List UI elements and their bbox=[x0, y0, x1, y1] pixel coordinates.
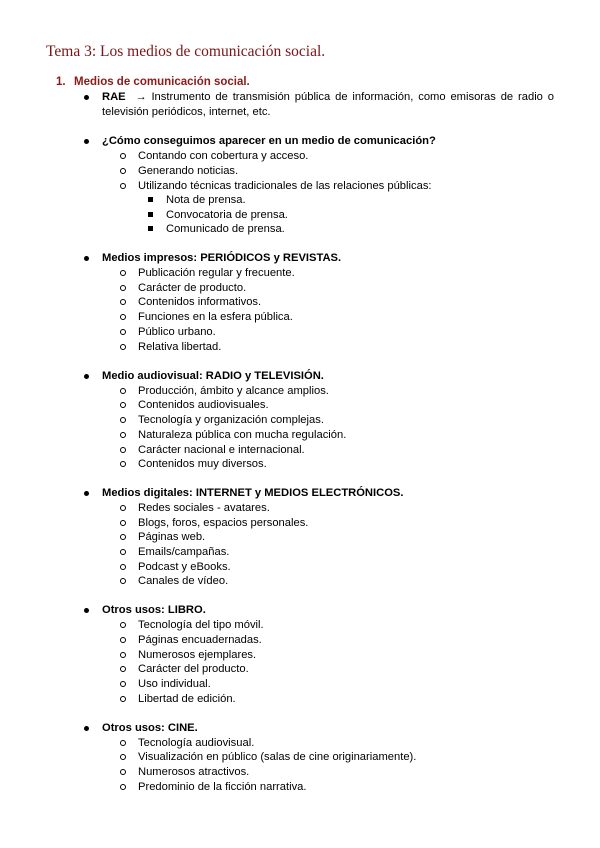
bullet-disc-icon bbox=[84, 95, 89, 100]
group-heading-text: Otros usos: LIBRO. bbox=[102, 604, 206, 616]
group-heading-text: Otros usos: CINE. bbox=[102, 722, 198, 734]
group-heading-text: Medios digitales: INTERNET y MEDIOS ELECTRÓNICOS. bbox=[102, 487, 404, 499]
list-item-text: Publicación regular y frecuente. bbox=[138, 267, 295, 279]
bullet-circle-icon bbox=[120, 578, 126, 584]
bullet-circle-icon bbox=[120, 740, 126, 746]
bullet-disc-icon bbox=[84, 139, 89, 144]
list-item-text: Numerosos atractivos. bbox=[138, 766, 250, 778]
list-item-text: Tecnología audiovisual. bbox=[138, 737, 255, 749]
sub-list-item-text: Nota de prensa. bbox=[166, 194, 246, 206]
list-item-text: Contenidos muy diversos. bbox=[138, 458, 267, 470]
list-item-text: Páginas web. bbox=[138, 531, 206, 543]
rae-text: Instrumento de transmisión pública de información, como emisoras de radio o televisión periódicos, internet, etc. bbox=[102, 91, 554, 118]
list-item-text: Podcast y eBooks. bbox=[138, 561, 231, 573]
bullet-circle-icon bbox=[120, 696, 126, 702]
list-item-text: Carácter nacional e internacional. bbox=[138, 444, 305, 456]
bullet-circle-icon bbox=[120, 564, 126, 570]
bullet-square-icon bbox=[148, 212, 153, 217]
list-item-text: Contenidos audiovisuales. bbox=[138, 399, 269, 411]
group-heading-text: ¿Cómo conseguimos aparecer en un medio de comunicación? bbox=[102, 135, 436, 147]
bullet-circle-icon bbox=[120, 329, 126, 335]
bullet-circle-icon bbox=[120, 432, 126, 438]
section-title: Medios de comunicación social. bbox=[74, 76, 250, 88]
bullet-circle-icon bbox=[120, 652, 126, 658]
bullet-circle-icon bbox=[120, 299, 126, 305]
list-item-text: Producción, ámbito y alcance amplios. bbox=[138, 385, 329, 397]
list-item-text: Utilizando técnicas tradicionales de las relaciones públicas: bbox=[138, 180, 432, 192]
bullet-circle-icon bbox=[120, 447, 126, 453]
bullet-circle-icon bbox=[120, 314, 126, 320]
bullet-circle-icon bbox=[120, 520, 126, 526]
list-item-text: Blogs, foros, espacios personales. bbox=[138, 517, 309, 529]
list-item-text: Generando noticias. bbox=[138, 165, 239, 177]
bullet-circle-icon bbox=[120, 769, 126, 775]
group-heading-text: Medios impresos: PERIÓDICOS y REVISTAS. bbox=[102, 252, 342, 264]
rae-definition-text bbox=[102, 90, 554, 120]
list-item-text: Público urbano. bbox=[138, 326, 216, 338]
rae-definition bbox=[84, 90, 554, 120]
list-item-text: Libertad de edición. bbox=[138, 693, 236, 705]
bullet-disc-icon bbox=[84, 491, 89, 496]
list-item-text: Uso individual. bbox=[138, 678, 211, 690]
bullet-circle-icon bbox=[120, 549, 126, 555]
bullet-circle-icon bbox=[120, 285, 126, 291]
list-item-text: Emails/campañas. bbox=[138, 546, 230, 558]
list-item-text: Carácter de producto. bbox=[138, 282, 247, 294]
list-item-text: Funciones en la esfera pública. bbox=[138, 311, 293, 323]
bullet-circle-icon bbox=[120, 754, 126, 760]
bullet-circle-icon bbox=[120, 344, 126, 350]
list-item-text: Canales de vídeo. bbox=[138, 575, 229, 587]
bullet-circle-icon bbox=[120, 534, 126, 540]
bullet-circle-icon bbox=[120, 153, 126, 159]
bullet-circle-icon bbox=[120, 402, 126, 408]
section-number: 1. bbox=[56, 76, 66, 88]
list-item-text: Contenidos informativos. bbox=[138, 296, 262, 308]
sub-list-item-text: Comunicado de prensa. bbox=[166, 223, 285, 235]
bullet-circle-icon bbox=[120, 784, 126, 790]
bullet-disc-icon bbox=[84, 726, 89, 731]
list-item-text: Contando con cobertura y acceso. bbox=[138, 150, 309, 162]
list-item-text: Predominio de la ficción narrativa. bbox=[138, 781, 307, 793]
section-heading bbox=[56, 76, 250, 88]
bullet-circle-icon bbox=[120, 270, 126, 276]
rae-label: RAE bbox=[102, 91, 126, 103]
bullet-circle-icon bbox=[120, 183, 126, 189]
bullet-circle-icon bbox=[120, 505, 126, 511]
bullet-square-icon bbox=[148, 197, 153, 202]
bullet-circle-icon bbox=[120, 637, 126, 643]
group-heading-text: Medio audiovisual: RADIO y TELEVISIÓN. bbox=[102, 370, 324, 382]
bullet-circle-icon bbox=[120, 622, 126, 628]
bullet-disc-icon bbox=[84, 608, 89, 613]
list-item-text: Tecnología del tipo móvil. bbox=[138, 619, 264, 631]
list-item-text: Numerosos ejemplares. bbox=[138, 649, 257, 661]
list-item-text: Visualización en público (salas de cine originariamente). bbox=[138, 751, 417, 763]
bullet-circle-icon bbox=[120, 666, 126, 672]
list-item-text: Naturaleza pública con mucha regulación. bbox=[138, 429, 347, 441]
bullet-circle-icon bbox=[120, 681, 126, 687]
arrow-right-icon: → bbox=[135, 91, 147, 103]
bullet-circle-icon bbox=[120, 461, 126, 467]
sub-list-item-text: Convocatoria de prensa. bbox=[166, 209, 288, 221]
list-item-text: Páginas encuadernadas. bbox=[138, 634, 262, 646]
bullet-disc-icon bbox=[84, 256, 89, 261]
bullet-disc-icon bbox=[84, 374, 89, 379]
bullet-circle-icon bbox=[120, 168, 126, 174]
list-item-text: Relativa libertad. bbox=[138, 341, 222, 353]
list-item-text: Redes sociales - avatares. bbox=[138, 502, 270, 514]
list-item-text: Carácter del producto. bbox=[138, 663, 249, 675]
bullet-circle-icon bbox=[120, 417, 126, 423]
page-title: Tema 3: Los medios de comunicación social. bbox=[46, 43, 326, 60]
bullet-square-icon bbox=[148, 226, 153, 231]
bullet-circle-icon bbox=[120, 388, 126, 394]
list-item-text: Tecnología y organización complejas. bbox=[138, 414, 324, 426]
